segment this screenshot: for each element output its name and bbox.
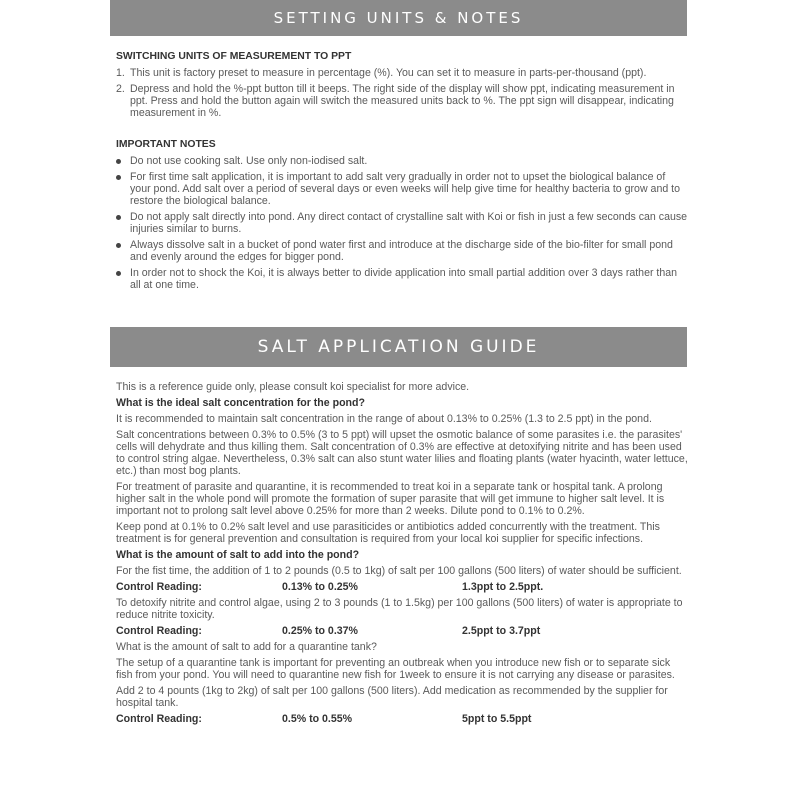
- paragraph: For the fist time, the addition of 1 to 2 pounds (0.5 to 1kg) of salt per 100 gallons (500 liters) of water should be sufficient.: [116, 565, 682, 577]
- control-reading-percent: 0.13% to 0.25%: [282, 581, 358, 593]
- control-reading-row: [116, 713, 688, 725]
- note-item: [116, 171, 688, 207]
- note-item: [116, 239, 688, 263]
- question-ideal-concentration: What is the ideal salt concentration for the pond?: [116, 397, 365, 409]
- paragraph: It is recommended to maintain salt concentration in the range of about 0.13% to 0.25% (1.3 to 2.5 ppt) in the pond.: [116, 413, 652, 425]
- bullet-icon: [116, 271, 121, 276]
- section-header-salt-guide: SALT APPLICATION GUIDE: [110, 327, 687, 367]
- bullet-icon: [116, 243, 121, 248]
- bullet-icon: [116, 175, 121, 180]
- question-quarantine: What is the amount of salt to add for a quarantine tank?: [116, 641, 377, 653]
- control-reading-ppt: 1.3ppt to 2.5ppt.: [462, 581, 544, 593]
- salt-guide-section: [0, 367, 688, 733]
- setting-units-section: [0, 36, 688, 291]
- paragraph: Salt concentrations between 0.3% to 0.5% (3 to 5 ppt) will upset the osmotic balance of some parasites i.e. the parasites' cells will dehydrate and thus killing them. Salt concentration of 0.3% are effective at detoxifying nitrite and has been used to control string algae. Nevertheless, 0.3% salt can also stunt water lilies and floating plants (water hyacinth, water lettuce, etc.) than most bog plants.: [116, 429, 688, 477]
- control-reading-label: Control Reading:: [116, 625, 202, 637]
- note-item: [116, 155, 688, 167]
- control-reading-percent: 0.25% to 0.37%: [282, 625, 358, 637]
- note-text: Do not use cooking salt. Use only non-iodised salt.: [130, 155, 368, 167]
- control-reading-label: Control Reading:: [116, 581, 202, 593]
- control-reading-ppt: 2.5ppt to 3.7ppt: [462, 625, 541, 637]
- control-reading-percent: 0.5% to 0.55%: [282, 713, 353, 725]
- step-1: [116, 67, 688, 79]
- paragraph: The setup of a quarantine tank is important for preventing an outbreak when you introduce new fish or to separate sick fish from your pond. You will need to quarantine new fish for 1week to ensure it is not carrying any disease or parasites.: [116, 657, 675, 681]
- switching-units-heading: SWITCHING UNITS OF MEASUREMENT TO PPT: [116, 51, 352, 62]
- paragraph: Keep pond at 0.1% to 0.2% salt level and use parasiticides or antibiotics added concurrently with the treatment. This treatment is for general prevention and consultation is required from your local koi supplier for specific infections.: [116, 521, 660, 545]
- paragraph: To detoxify nitrite and control algae, using 2 to 3 pounds (1 to 1.5kg) per 100 gallons (500 liters) of water is appropriate to reduce nitrite toxicity.: [116, 597, 683, 621]
- step-2: [116, 83, 688, 119]
- note-text: For first time salt application, it is important to add salt very gradually in order not to upset the biological balance of your pond. Add salt over a period of several days or even weeks will help give time for healthy bacteria to grow and to restore the biological balance.: [130, 171, 681, 207]
- question-amount-pond: What is the amount of salt to add into the pond?: [116, 549, 360, 561]
- intro-text: This is a reference guide only, please consult koi specialist for more advice.: [116, 381, 470, 393]
- paragraph: Add 2 to 4 pounts (1kg to 2kg) of salt per 100 gallons (500 liters). Add medication as recommended by the supplier for hospital tank.: [116, 685, 668, 709]
- note-item: [116, 211, 688, 235]
- control-reading-row: [116, 625, 688, 637]
- bullet-icon: [116, 215, 121, 220]
- control-reading-label: Control Reading:: [116, 713, 202, 725]
- step-text: This unit is factory preset to measure in percentage (%). You can set it to measure in parts-per-thousand (ppt).: [130, 67, 647, 79]
- control-reading-ppt: 5ppt to 5.5ppt: [462, 713, 532, 725]
- bullet-icon: [116, 159, 121, 164]
- note-text: Always dissolve salt in a bucket of pond water first and introduce at the discharge side of the bio-filter for small pond and evenly around the edges for bigger pond.: [130, 239, 673, 263]
- important-notes-heading: IMPORTANT NOTES: [116, 139, 216, 150]
- note-item: [116, 267, 688, 291]
- step-number: 2.: [116, 83, 125, 95]
- control-reading-row: [116, 581, 688, 593]
- paragraph: For treatment of parasite and quarantine, it is recommended to treat koi in a separate tank or hospital tank. A prolong higher salt in the whole pond will promote the formation of super parasite that will get immune to higher salt level. It is important not to prolong salt level above 0.25% for more than 2 weeks. Dilute pond to 0.1% to 0.2%.: [116, 481, 665, 517]
- section-header-setting-units: SETTING UNITS & NOTES: [110, 0, 687, 36]
- note-text: In order not to shock the Koi, it is always better to divide application into small partial addition over 3 days rather than all at one time.: [130, 267, 678, 291]
- step-text: Depress and hold the %-ppt button till it beeps. The right side of the display will show ppt, indicating measurement in ppt. Press and hold the button again will switch the measured units back to %. The ppt sign will disappear, indicating measurement in %.: [130, 83, 675, 119]
- step-number: 1.: [116, 67, 125, 79]
- note-text: Do not apply salt directly into pond. Any direct contact of crystalline salt with Koi or fish in just a few seconds can cause injuries similar to burns.: [130, 211, 688, 235]
